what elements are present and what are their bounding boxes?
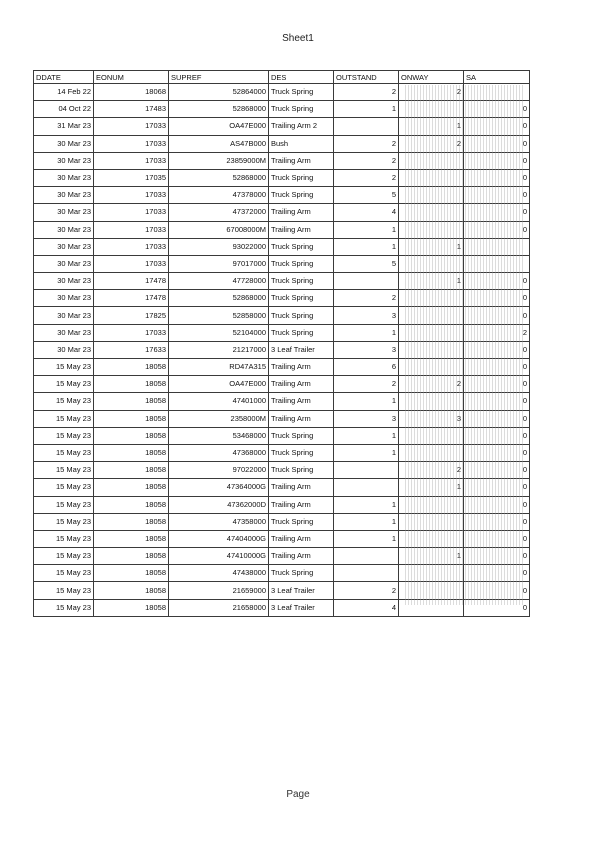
cell-sa: 0 <box>464 273 530 290</box>
cell-des: Trailing Arm <box>269 221 334 238</box>
cell-eonum: 17033 <box>94 238 169 255</box>
col-header-outstand: OUTSTAND <box>334 71 399 84</box>
cell-des: Truck Spring <box>269 513 334 530</box>
cell-sa: 0 <box>464 410 530 427</box>
cell-des: Trailing Arm <box>269 479 334 496</box>
cell-outstand: 1 <box>334 101 399 118</box>
cell-des: Truck Spring <box>269 444 334 461</box>
cell-eonum: 18058 <box>94 496 169 513</box>
cell-supref: 52868000 <box>169 169 269 186</box>
cell-des: Truck Spring <box>269 238 334 255</box>
cell-ddate: 04 Oct 22 <box>34 101 94 118</box>
cell-outstand: 6 <box>334 359 399 376</box>
cell-outstand: 1 <box>334 238 399 255</box>
cell-onway: 1 <box>399 273 464 290</box>
cell-outstand: 1 <box>334 513 399 530</box>
cell-supref: 67008000M <box>169 221 269 238</box>
cell-outstand: 2 <box>334 290 399 307</box>
cell-sa: 0 <box>464 582 530 599</box>
cell-sa: 0 <box>464 496 530 513</box>
cell-eonum: 18058 <box>94 410 169 427</box>
col-header-supref: SUPREF <box>169 71 269 84</box>
cell-eonum: 17033 <box>94 204 169 221</box>
cell-supref: 47372000 <box>169 204 269 221</box>
cell-sa: 2 <box>464 324 530 341</box>
col-header-eonum: EONUM <box>94 71 169 84</box>
cell-des: Trailing Arm <box>269 548 334 565</box>
cell-sa: 0 <box>464 513 530 530</box>
cell-des: Truck Spring <box>269 101 334 118</box>
cell-sa: 0 <box>464 152 530 169</box>
cell-eonum: 18058 <box>94 462 169 479</box>
cell-supref: 52104000 <box>169 324 269 341</box>
cell-supref: 47438000 <box>169 565 269 582</box>
cell-ddate: 30 Mar 23 <box>34 221 94 238</box>
cell-des: Trailing Arm <box>269 393 334 410</box>
cell-sa: 0 <box>464 187 530 204</box>
cell-supref: 23859000M <box>169 152 269 169</box>
cell-ddate: 15 May 23 <box>34 444 94 461</box>
cell-ddate: 15 May 23 <box>34 427 94 444</box>
cell-eonum: 18058 <box>94 548 169 565</box>
cell-des: Truck Spring <box>269 255 334 272</box>
cell-ddate: 15 May 23 <box>34 410 94 427</box>
cell-eonum: 18058 <box>94 393 169 410</box>
cell-eonum: 18068 <box>94 84 169 101</box>
cell-supref: 52868000 <box>169 290 269 307</box>
cell-supref: 47368000 <box>169 444 269 461</box>
cell-eonum: 17035 <box>94 169 169 186</box>
sheet-title: Sheet1 <box>282 33 314 44</box>
cell-outstand <box>334 565 399 582</box>
cell-supref: 97017000 <box>169 255 269 272</box>
cell-ddate: 15 May 23 <box>34 393 94 410</box>
cell-onway: 1 <box>399 118 464 135</box>
cell-sa: 0 <box>464 393 530 410</box>
cell-sa: 0 <box>464 118 530 135</box>
cell-outstand: 3 <box>334 341 399 358</box>
cell-ddate: 15 May 23 <box>34 530 94 547</box>
cell-supref: 93022000 <box>169 238 269 255</box>
cell-ddate: 14 Feb 22 <box>34 84 94 101</box>
cell-outstand: 1 <box>334 393 399 410</box>
cell-eonum: 18058 <box>94 530 169 547</box>
cell-ddate: 15 May 23 <box>34 462 94 479</box>
cell-supref: 47358000 <box>169 513 269 530</box>
cell-onway: 2 <box>399 135 464 152</box>
cell-sa: 0 <box>464 204 530 221</box>
cell-ddate: 30 Mar 23 <box>34 152 94 169</box>
cell-sa: 0 <box>464 221 530 238</box>
cell-eonum: 18058 <box>94 359 169 376</box>
cell-eonum: 18058 <box>94 427 169 444</box>
cell-outstand: 5 <box>334 255 399 272</box>
cell-ddate: 30 Mar 23 <box>34 307 94 324</box>
cell-outstand <box>334 479 399 496</box>
cell-sa: 0 <box>464 169 530 186</box>
cell-eonum: 18058 <box>94 444 169 461</box>
cell-outstand: 5 <box>334 187 399 204</box>
cell-sa: 0 <box>464 427 530 444</box>
cell-supref: 47378000 <box>169 187 269 204</box>
cell-des: Truck Spring <box>269 290 334 307</box>
cell-outstand: 2 <box>334 152 399 169</box>
cell-supref: AS47B000 <box>169 135 269 152</box>
cell-des: Trailing Arm <box>269 410 334 427</box>
cell-sa: 0 <box>464 462 530 479</box>
cell-sa: 0 <box>464 101 530 118</box>
cell-supref: 2358000M <box>169 410 269 427</box>
cell-outstand <box>334 462 399 479</box>
cell-eonum: 18058 <box>94 599 169 616</box>
cell-sa: 0 <box>464 548 530 565</box>
cell-eonum: 18058 <box>94 479 169 496</box>
page-footer: Page <box>286 789 310 800</box>
cell-ddate: 30 Mar 23 <box>34 273 94 290</box>
cell-outstand <box>334 118 399 135</box>
cell-sa: 0 <box>464 444 530 461</box>
cell-ddate: 15 May 23 <box>34 582 94 599</box>
cell-ddate: 30 Mar 23 <box>34 169 94 186</box>
cell-des: Truck Spring <box>269 462 334 479</box>
cell-sa: 0 <box>464 599 530 616</box>
cell-supref: 97022000 <box>169 462 269 479</box>
cell-ddate: 15 May 23 <box>34 599 94 616</box>
cell-sa: 0 <box>464 565 530 582</box>
cell-eonum: 17033 <box>94 152 169 169</box>
col-header-des: DES <box>269 71 334 84</box>
cell-des: Truck Spring <box>269 187 334 204</box>
cell-eonum: 18058 <box>94 376 169 393</box>
cell-des: Trailing Arm <box>269 496 334 513</box>
cell-ddate: 30 Mar 23 <box>34 324 94 341</box>
table-header-row <box>34 71 530 84</box>
cell-sa: 0 <box>464 530 530 547</box>
cell-eonum: 18058 <box>94 582 169 599</box>
cell-des: Trailing Arm 2 <box>269 118 334 135</box>
cell-supref: 47410000G <box>169 548 269 565</box>
cell-ddate: 30 Mar 23 <box>34 187 94 204</box>
cell-eonum: 17478 <box>94 290 169 307</box>
cell-sa: 0 <box>464 307 530 324</box>
cell-supref: RD47A315 <box>169 359 269 376</box>
cell-onway: 1 <box>399 238 464 255</box>
cell-sa: 0 <box>464 290 530 307</box>
cell-ddate: 15 May 23 <box>34 565 94 582</box>
cell-des: Truck Spring <box>269 273 334 290</box>
cell-des: 3 Leaf Trailer <box>269 582 334 599</box>
cell-des: Truck Spring <box>269 565 334 582</box>
cell-sa: 0 <box>464 341 530 358</box>
cell-ddate: 15 May 23 <box>34 376 94 393</box>
cell-outstand: 4 <box>334 204 399 221</box>
cell-supref: 21217000 <box>169 341 269 358</box>
cell-ddate: 30 Mar 23 <box>34 341 94 358</box>
cell-des: Trailing Arm <box>269 152 334 169</box>
cell-des: Truck Spring <box>269 307 334 324</box>
cell-ddate: 31 Mar 23 <box>34 118 94 135</box>
cell-des: Truck Spring <box>269 324 334 341</box>
cell-ddate: 15 May 23 <box>34 548 94 565</box>
cell-eonum: 17033 <box>94 255 169 272</box>
scan-noise <box>405 85 525 605</box>
cell-eonum: 17033 <box>94 135 169 152</box>
cell-des: Bush <box>269 135 334 152</box>
cell-supref: 21658000 <box>169 599 269 616</box>
cell-outstand: 1 <box>334 324 399 341</box>
cell-eonum: 17033 <box>94 324 169 341</box>
cell-outstand: 2 <box>334 376 399 393</box>
cell-ddate: 15 May 23 <box>34 513 94 530</box>
cell-outstand: 1 <box>334 530 399 547</box>
cell-des: Trailing Arm <box>269 359 334 376</box>
cell-onway: 2 <box>399 84 464 101</box>
cell-outstand: 1 <box>334 444 399 461</box>
cell-des: Truck Spring <box>269 84 334 101</box>
cell-eonum: 17633 <box>94 341 169 358</box>
cell-ddate: 15 May 23 <box>34 496 94 513</box>
cell-des: Truck Spring <box>269 427 334 444</box>
cell-supref: 52864000 <box>169 84 269 101</box>
cell-ddate: 30 Mar 23 <box>34 255 94 272</box>
cell-des: 3 Leaf Trailer <box>269 599 334 616</box>
cell-des: 3 Leaf Trailer <box>269 341 334 358</box>
cell-ddate: 30 Mar 23 <box>34 204 94 221</box>
cell-ddate: 15 May 23 <box>34 359 94 376</box>
cell-supref: 52858000 <box>169 307 269 324</box>
cell-outstand: 3 <box>334 307 399 324</box>
col-header-ddate: DDATE <box>34 71 94 84</box>
cell-eonum: 17825 <box>94 307 169 324</box>
cell-supref: 52868000 <box>169 101 269 118</box>
cell-ddate: 30 Mar 23 <box>34 290 94 307</box>
col-header-sa: SA <box>464 71 530 84</box>
cell-supref: 47401000 <box>169 393 269 410</box>
cell-eonum: 17033 <box>94 221 169 238</box>
cell-onway: 1 <box>399 548 464 565</box>
cell-supref: OA47E000 <box>169 376 269 393</box>
cell-supref: 47728000 <box>169 273 269 290</box>
cell-sa: 0 <box>464 376 530 393</box>
cell-onway: 1 <box>399 479 464 496</box>
cell-supref: 21659000 <box>169 582 269 599</box>
cell-eonum: 18058 <box>94 565 169 582</box>
cell-ddate: 30 Mar 23 <box>34 238 94 255</box>
cell-outstand <box>334 273 399 290</box>
cell-supref: OA47E000 <box>169 118 269 135</box>
cell-eonum: 17033 <box>94 118 169 135</box>
cell-sa: 0 <box>464 479 530 496</box>
cell-onway: 3 <box>399 410 464 427</box>
cell-supref: 53468000 <box>169 427 269 444</box>
cell-eonum: 17033 <box>94 187 169 204</box>
cell-onway: 2 <box>399 462 464 479</box>
cell-des: Trailing Arm <box>269 204 334 221</box>
cell-outstand: 3 <box>334 410 399 427</box>
col-header-onway: ONWAY <box>399 71 464 84</box>
cell-outstand: 1 <box>334 427 399 444</box>
cell-outstand: 2 <box>334 84 399 101</box>
cell-outstand: 1 <box>334 221 399 238</box>
cell-supref: 47404000G <box>169 530 269 547</box>
cell-eonum: 17483 <box>94 101 169 118</box>
cell-des: Trailing Arm <box>269 530 334 547</box>
cell-outstand: 2 <box>334 582 399 599</box>
cell-outstand: 2 <box>334 169 399 186</box>
cell-outstand: 4 <box>334 599 399 616</box>
cell-ddate: 30 Mar 23 <box>34 135 94 152</box>
cell-des: Truck Spring <box>269 169 334 186</box>
cell-sa: 0 <box>464 135 530 152</box>
cell-eonum: 17478 <box>94 273 169 290</box>
cell-eonum: 18058 <box>94 513 169 530</box>
cell-onway: 2 <box>399 376 464 393</box>
cell-outstand: 2 <box>334 135 399 152</box>
cell-supref: 47362000D <box>169 496 269 513</box>
cell-supref: 47364000G <box>169 479 269 496</box>
cell-ddate: 15 May 23 <box>34 479 94 496</box>
cell-outstand <box>334 548 399 565</box>
cell-des: Trailing Arm <box>269 376 334 393</box>
cell-outstand: 1 <box>334 496 399 513</box>
cell-sa: 0 <box>464 359 530 376</box>
